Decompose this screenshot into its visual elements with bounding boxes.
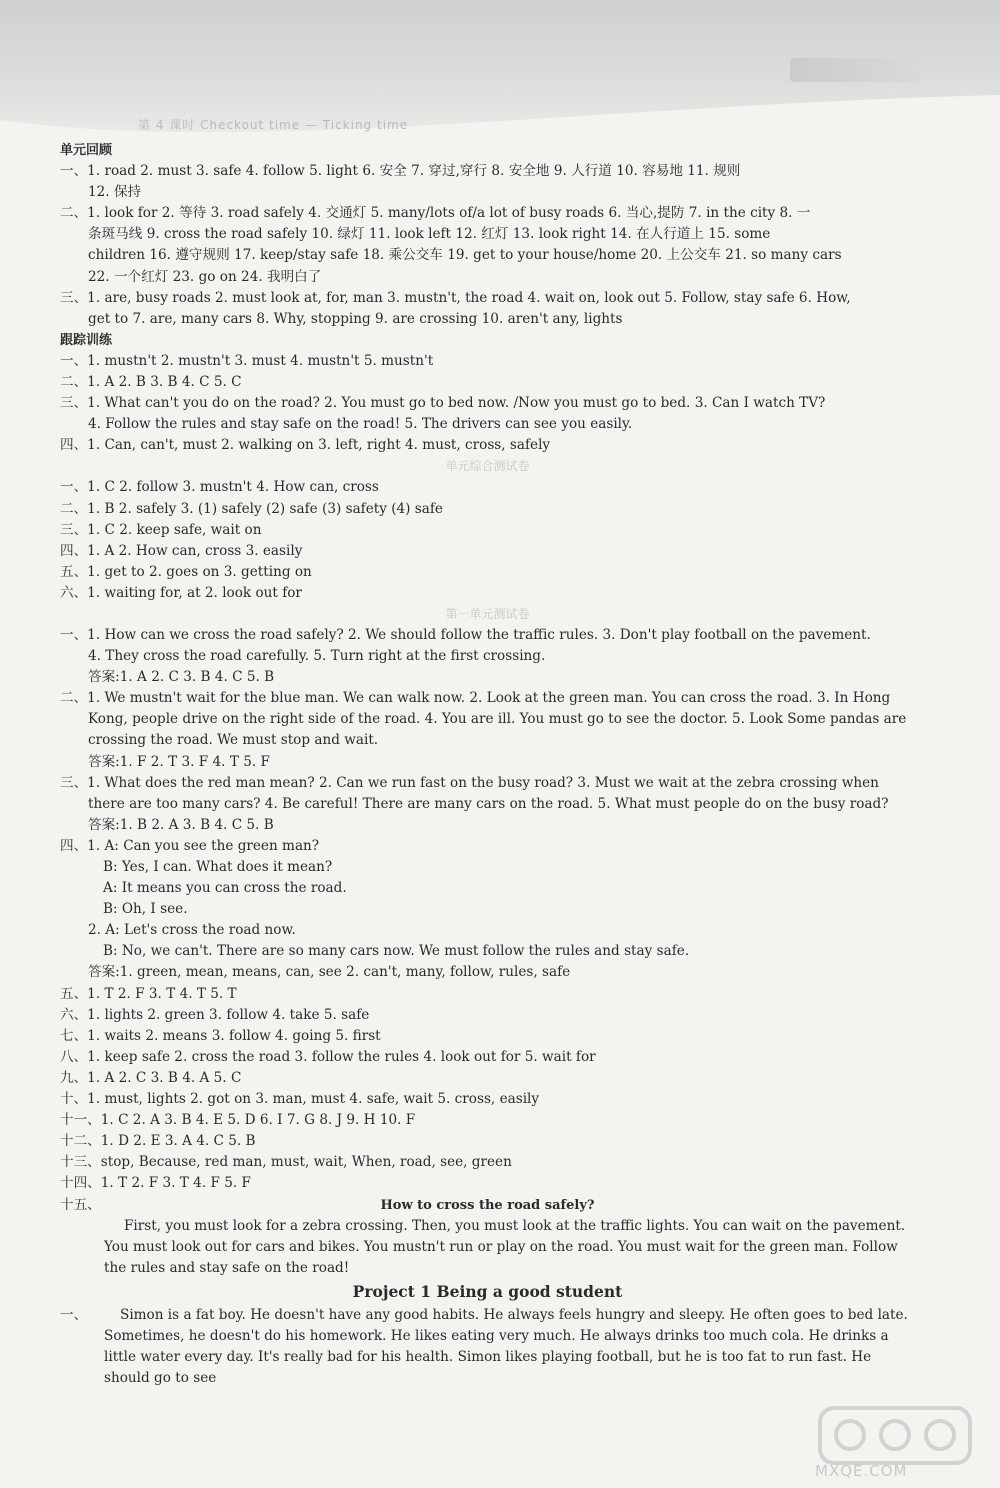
answer-line: 十二、1. D 2. E 3. A 4. C 5. B — [60, 1133, 256, 1150]
essay-title: How to cross the road safely? — [380, 1197, 595, 1213]
answer-line: 四、1. Can, can't, must 2. walking on 3. left, right 4. must, cross, safely — [60, 437, 551, 454]
answer-line: 二、1. A 2. B 3. B 4. C 5. C — [60, 374, 242, 391]
header-strip-text: 第 4 课时 Checkout time — Ticking time — [138, 118, 409, 132]
project-block — [60, 1305, 915, 1389]
answer-line: B: Yes, I can. What does it mean? — [103, 859, 333, 875]
essay-body — [60, 1216, 915, 1279]
answer-line: 一、1. mustn't 2. mustn't 3. must 4. mustn't 5. mustn't — [60, 352, 434, 369]
answer-line: A: It means you can cross the road. — [103, 880, 347, 897]
answer-line: 四、1. A: Can you see the green man? — [60, 837, 320, 854]
answer-line: 五、1. T 2. F 3. T 4. T 5. T — [60, 985, 237, 1002]
section-heading-review: 单元回顾 — [60, 143, 113, 158]
block-unit-one-test-lines — [60, 625, 915, 1195]
project-body-text: Simon is a fat boy. He doesn't have any good habits. He always feels hungry and sleepy. He often goes to bed late. Sometimes, he doesn't do his homework. He likes eating very much. He always drinks too much cola. He drinks a little water every day. It's really bad for his health. Simon likes playing football, but he is too fat to run fast. He should go to see — [104, 1306, 908, 1387]
essay-body-text: First, you must look for a zebra crossing. Then, you must look at the traffic lights. You can wait on the pavement. You must look out for cars and bikes. You mustn't run or play on the road. You must wait for the green man. Follow the rules and stay safe on the road! — [104, 1217, 906, 1276]
answer-line: 十、1. must, lights 2. got on 3. man, must 4. safe, wait 5. cross, easily — [60, 1091, 540, 1108]
corner-tab-decoration — [790, 58, 920, 82]
answer-line: 十一、1. C 2. A 3. B 4. E 5. D 6. I 7. G 8. J 9. H 10. F — [60, 1112, 416, 1129]
answer-line: B: Oh, I see. — [103, 901, 188, 918]
answer-line: there are too many cars? 4. Be careful! There are many cars on the road. 5. What must people do on the busy road? — [88, 795, 889, 812]
answer-line: 一、1. How can we cross the road safely? 2. We should follow the traffic rules. 3. Don't play football on the pavement. — [60, 626, 871, 643]
answer-line: 七、1. waits 2. means 3. follow 4. going 5. first — [60, 1027, 381, 1044]
answer-line: 三、1. C 2. keep safe, wait on — [60, 521, 262, 538]
answer-line: 2. A: Let's cross the road now. — [88, 922, 296, 939]
answer-line: 三、1. What can't you do on the road? 2. You must go to bed now. /Now you must go to bed. 3. Can I watch TV? — [60, 395, 826, 412]
answer-line: crossing the road. We must stop and wait. — [88, 732, 379, 749]
section-review-lines — [60, 161, 915, 330]
answer-line: 二、1. B 2. safely 3. (1) safely (2) safe (3) safety (4) safe — [60, 500, 443, 517]
answer-line: 四、1. A 2. How can, cross 3. easily — [60, 542, 303, 559]
faded-heading-unit-test: 单元综合测试卷 — [445, 459, 530, 474]
watermark-text: MXQE.COM — [815, 1462, 908, 1480]
answer-line: 答案:1. A 2. C 3. B 4. C 5. B — [88, 669, 275, 686]
section-practice-lines — [60, 351, 915, 456]
block-unit-test-lines — [60, 477, 915, 604]
answer-line: 一、1. C 2. follow 3. mustn't 4. How can, cross — [60, 479, 379, 496]
answer-line: 十四、1. T 2. F 3. T 4. F 5. F — [60, 1175, 251, 1192]
answer-line: children 16. 遵守规则 17. keep/stay safe 18. 乘公交车 19. get to your house/home 20. 上公交车 21. so many cars — [88, 247, 842, 264]
essay-marker: 十五、 — [60, 1196, 101, 1213]
project-body — [60, 1305, 915, 1389]
answer-line: get to 7. are, many cars 8. Why, stopping 9. are crossing 10. aren't any, lights — [88, 310, 623, 327]
answer-line: 九、1. A 2. C 3. B 4. A 5. C — [60, 1069, 242, 1086]
answer-line: 答案:1. B 2. A 3. B 4. C 5. B — [88, 816, 274, 833]
answer-line: 4. They cross the road carefully. 5. Turn right at the first crossing. — [88, 648, 546, 665]
answer-line: 4. Follow the rules and stay safe on the road! 5. The drivers can see you easily. — [88, 416, 633, 433]
essay-block — [60, 1195, 915, 1216]
answer-line: 三、1. are, busy roads 2. must look at, for, man 3. mustn't, the road 4. wait on, look out 5. Follow, stay safe 6. How, — [60, 289, 851, 306]
answer-line: 五、1. get to 2. goes on 3. getting on — [60, 563, 312, 580]
project-marker: 一、 — [60, 1306, 88, 1323]
answer-line: 八、1. keep safe 2. cross the road 3. follow the rules 4. look out for 5. wait for — [60, 1048, 596, 1065]
answer-line: 22. 一个红灯 23. go on 24. 我明白了 — [88, 268, 322, 285]
answer-line: 六、1. lights 2. green 3. follow 4. take 5. safe — [60, 1006, 370, 1023]
answer-line: 12. 保持 — [88, 184, 142, 201]
answer-line: 十三、stop, Because, red man, must, wait, When, road, see, green — [60, 1154, 512, 1171]
answer-line: B: No, we can't. There are so many cars now. We must follow the rules and stay safe. — [103, 943, 690, 960]
answer-line: 二、1. look for 2. 等待 3. road safely 4. 交通灯 5. many/lots of/a lot of busy roads 6. 当心,提防 7. in the city 8. 一 — [60, 205, 811, 222]
answer-line: 条斑马线 9. cross the road safely 10. 绿灯 11. look left 12. 红灯 13. look right 14. 在人行道上 15. some — [88, 226, 771, 243]
answer-line: 一、1. road 2. must 3. safe 4. follow 5. light 6. 安全 7. 穿过,穿行 8. 安全地 9. 人行道 10. 容易地 11. 规则 — [60, 163, 741, 180]
answer-content — [60, 140, 915, 1389]
answer-line: 六、1. waiting for, at 2. look out for — [60, 584, 302, 601]
project-title: Project 1 Being a good student — [352, 1281, 623, 1301]
answer-line: 三、1. What does the red man mean? 2. Can we run fast on the busy road? 3. Must we wait at the zebra crossing when — [60, 774, 879, 791]
answer-line: 二、1. We mustn't wait for the blue man. We can walk now. 2. Look at the green man. You can cross the road. 3. In Hong — [60, 690, 891, 707]
section-heading-practice: 跟踪训练 — [60, 332, 113, 348]
answer-line: 答案:1. F 2. T 3. F 4. T 5. F — [88, 753, 270, 770]
answer-line: Kong, people drive on the right side of the road. 4. You are ill. You must go to see the doctor. 5. Look Some pandas are — [88, 711, 907, 728]
answer-line: 答案:1. green, mean, means, can, see 2. can't, many, follow, rules, safe — [88, 964, 571, 981]
faded-heading-unit-one-test: 第一单元测试卷 — [445, 606, 530, 621]
